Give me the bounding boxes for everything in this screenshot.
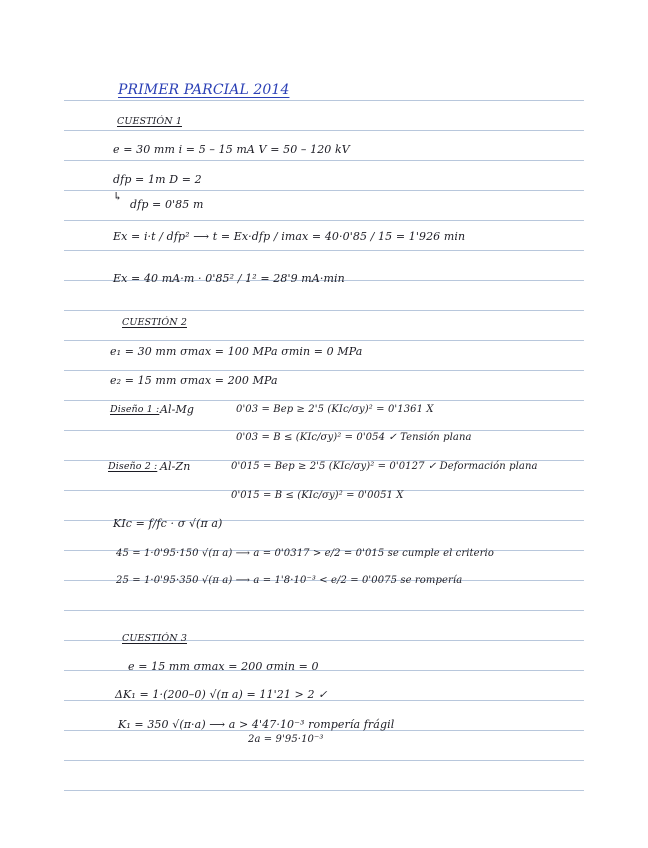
kic-formula: KIc = f/fc · σ √(π a)	[113, 517, 223, 530]
q1-dfp: dfp = 1m D = 2	[113, 173, 202, 186]
question-2-heading: CUESTIÓN 2	[122, 317, 187, 328]
diseno-2-label: Diseño 2 :	[108, 461, 158, 472]
diseno-2-material: Al-Zn	[160, 460, 191, 473]
q3-k1: K₁ = 350 √(π·a) ⟶ a > 4'47·10⁻³ rompería frágil	[118, 718, 395, 731]
q3-delta-k: ΔK₁ = 1·(200–0) √(π a) = 11'21 > 2 ✓	[115, 688, 328, 701]
q1-dfp-corrected: dfp = 0'85 m	[130, 198, 204, 211]
q3-two-a: 2a = 9'95·10⁻³	[248, 734, 324, 745]
question-1-heading: CUESTIÓN 1	[117, 116, 182, 127]
page-title: PRIMER PARCIAL 2014	[118, 82, 290, 98]
q2-calc-2: 25 = 1·0'95·350 √(π a) ⟶ a = 1'8·10⁻³ < e/2 = 0'0075 se rompería	[116, 575, 463, 586]
q2-e1: e₁ = 30 mm σmax = 100 MPa σmin = 0 MPa	[110, 345, 363, 358]
diseno-1-label: Diseño 1 :	[110, 404, 160, 415]
q2-calc-1: 45 = 1·0'95·150 √(π a) ⟶ a = 0'0317 > e/2 = 0'015 se cumple el criterio	[116, 548, 494, 559]
q1-exposure-time: Ex = i·t / dfp² ⟶ t = Ex·dfp / imax = 40·0'85 / 15 = 1'926 min	[113, 230, 466, 243]
diseno-2-check-1: 0'015 = Bep ≥ 2'5 (KIc/σy)² = 0'0127 ✓ Deformación plana	[231, 461, 538, 472]
question-3-heading: CUESTIÓN 3	[122, 633, 187, 644]
diseno-1-check-2: 0'03 = B ≤ (KIc/σy)² = 0'054 ✓ Tensión plana	[236, 432, 472, 443]
q3-given-values: e = 15 mm σmax = 200 σmin = 0	[128, 660, 319, 673]
q1-given-values: e = 30 mm i = 5 – 15 mA V = 50 – 120 kV	[113, 143, 350, 156]
diseno-2-check-2: 0'015 = B ≤ (KIc/σy)² = 0'0051 X	[231, 490, 404, 501]
diseno-1-check-1: 0'03 = Bep ≥ 2'5 (KIc/σy)² = 0'1361 X	[236, 404, 434, 415]
arrow-icon: ↳	[113, 190, 123, 203]
diseno-1-material: Al-Mg	[160, 403, 194, 416]
q2-e2: e₂ = 15 mm σmax = 200 MPa	[110, 374, 278, 387]
q1-exposure-result: Ex = 40 mA·m · 0'85² / 1² = 28'9 mA·min	[113, 272, 345, 285]
